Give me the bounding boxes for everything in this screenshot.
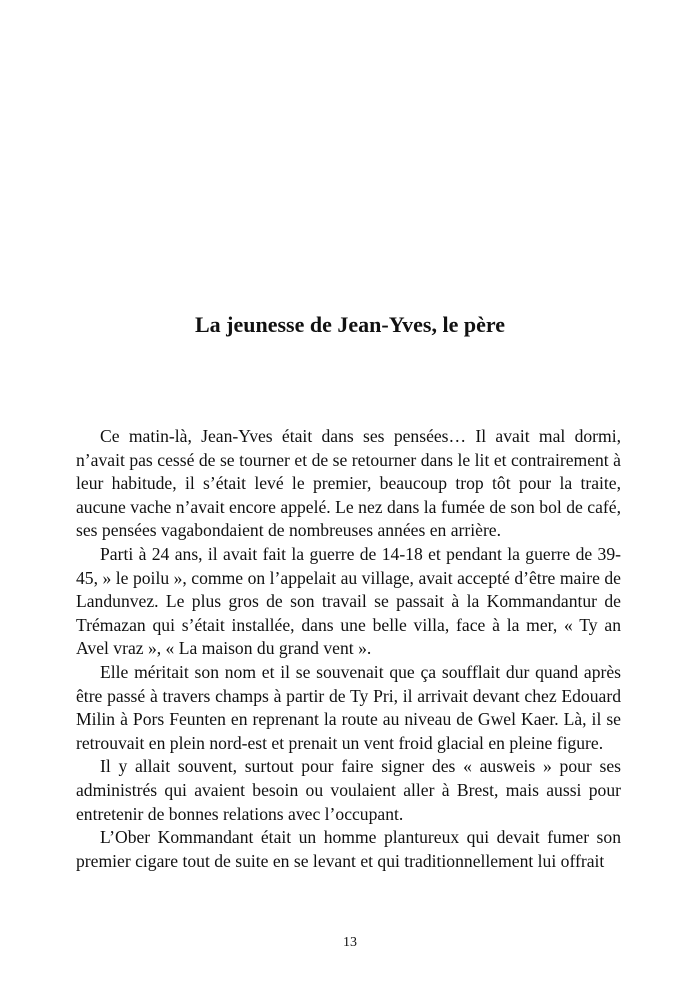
paragraph: Ce matin-là, Jean-Yves était dans ses pensées… Il avait mal dormi, n’avait pas cessé de se tourner et de se retourner dans le lit et contrairement à leur habitude, il s’était levé le premier, beaucoup trop tôt pour la traite, aucune vache n’avait encore appelé. Le nez dans la fumée de son bol de café, ses pensées vagabondaient de nombreuses années en arrière. xyxy=(76,426,621,541)
paragraph: Il y allait souvent, surtout pour faire signer des « ausweis » pour ses administrés qui avaient besoin ou voulaient aller à Brest, mais aussi pour entretenir de bonnes relations avec l’occupant. xyxy=(76,756,621,824)
paragraph: L’Ober Kommandant était un homme plantureux qui devait fumer son premier cigare tout de suite en se levant et qui traditionnellement lui offrait xyxy=(76,827,621,871)
paragraph: Elle méritait son nom et il se souvenait que ça soufflait dur quand après être passé à travers champs à partir de Ty Pri, il arrivait devant chez Edouard Milin à Pors Feunten en reprenant la route au niveau de Gwel Kaer. Là, il se retrouvait en plein nord-est et prenait un vent froid glacial en pleine figure. xyxy=(76,661,621,753)
paragraph: Parti à 24 ans, il avait fait la guerre de 14-18 et pendant la guerre de 39-45, » le poilu », comme on l’appelait au village, avait accepté d’être maire de Landunvez. Le plus gros de son travail se passait à la Kommandantur de Trémazan qui s’était installée, dans une belle villa, face à la mer, « Ty an Avel vraz », « La maison du grand vent ». xyxy=(76,543,621,659)
body-text xyxy=(76,425,621,873)
page-number: 13 xyxy=(343,935,357,950)
chapter-title: La jeunesse de Jean-Yves, le père xyxy=(195,312,505,337)
